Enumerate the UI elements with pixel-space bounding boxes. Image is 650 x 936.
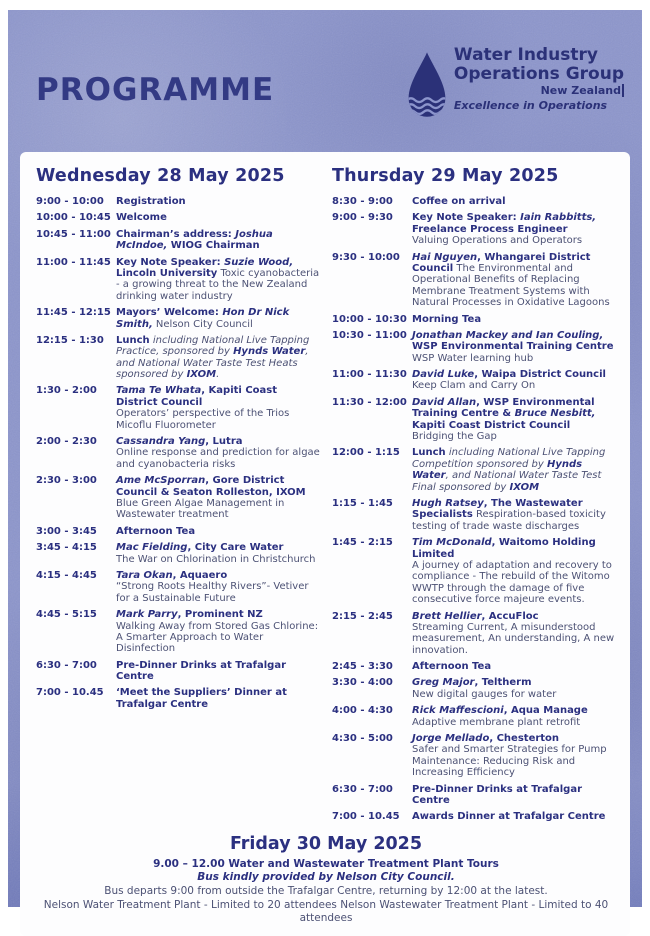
- event-time: 8:30 - 9:00: [332, 196, 393, 207]
- day-title: Thursday 29 May 2025: [332, 166, 559, 186]
- event-row: [36, 196, 320, 207]
- event-row: [36, 335, 320, 381]
- event-text-segment: , AccuFloc: [481, 610, 539, 622]
- event-time: 12:15 - 1:30: [36, 334, 104, 346]
- event-text-segment: Morning Tea: [412, 313, 482, 325]
- event-time: 11:00 - 11:30: [332, 369, 407, 381]
- event-description: [116, 687, 320, 710]
- event-row: [332, 212, 616, 246]
- event-list: [332, 196, 616, 823]
- event-text-segment: David Allan: [412, 396, 477, 408]
- event-description: [412, 397, 616, 443]
- logo-line: New Zealand: [454, 84, 624, 97]
- event-text-segment: including National Live Tapping Practice, sponsored by: [116, 334, 310, 358]
- event-text-segment: Hugh Ratsey: [412, 497, 484, 509]
- friday-line: Nelson Water Treatment Plant - Limited to 20 attendees Nelson Wastewater Treatment Plant - Limited to 40 attendees: [43, 898, 609, 925]
- event-text-segment: Bridging the Gap: [412, 431, 497, 443]
- event-row: [332, 447, 616, 493]
- event-description: [116, 229, 320, 252]
- event-text-segment: .: [216, 369, 220, 381]
- event-text-segment: Bruce Nesbitt,: [514, 408, 596, 420]
- friday-line: Bus departs 9:00 from outside the Trafalgar Centre, returning by 12:00 at the latest.: [104, 885, 548, 898]
- event-text-segment: Ame McSporran: [116, 475, 206, 487]
- event-description: [116, 660, 320, 683]
- event-description: [116, 335, 320, 381]
- event-time: 7:00 - 10.45: [36, 687, 104, 699]
- event-text-segment: Afternoon Tea: [412, 661, 492, 673]
- event-text-segment: Joshua McIndoe,: [116, 228, 273, 252]
- event-time: 11:30 - 12:00: [332, 396, 407, 408]
- event-row: [332, 252, 616, 309]
- friday-title: Friday 30 May 2025: [229, 833, 423, 854]
- wiog-logo: [404, 46, 624, 132]
- event-row: [332, 314, 616, 325]
- event-time: 2:30 - 3:00: [36, 475, 97, 487]
- event-text-segment: Lunch: [412, 447, 446, 459]
- event-text-segment: A journey of adaptation and recovery to compliance - The rebuild of the Witomo WWTP through the damage of five consecutive force majeure events.: [412, 559, 612, 606]
- event-text-segment: IXOM: [509, 481, 540, 493]
- event-row: [36, 660, 320, 683]
- event-row: [332, 498, 616, 532]
- event-text-segment: including National Live Tapping Competition sponsored by: [412, 447, 606, 470]
- event-row: [36, 257, 320, 303]
- event-time: 2:00 - 2:30: [36, 436, 97, 448]
- event-row: [332, 611, 616, 657]
- event-text-segment: Tama Te Whata: [116, 385, 202, 397]
- event-description: [412, 447, 616, 493]
- event-description: [412, 537, 616, 605]
- event-description: [116, 257, 320, 303]
- event-row: [36, 475, 320, 521]
- event-text-segment: WIOG Chairman: [167, 240, 260, 252]
- page-background: [8, 10, 642, 925]
- event-text-segment: , City Care Water: [187, 542, 284, 554]
- event-time: 11:45 - 12:15: [36, 307, 111, 319]
- event-row: [36, 570, 320, 604]
- day-friday: [36, 834, 616, 926]
- event-description: [412, 212, 616, 246]
- event-text-segment: Adaptive membrane plant retrofit: [412, 716, 581, 728]
- event-row: [332, 705, 616, 728]
- event-text-segment: Rick Maffescioni: [412, 705, 504, 717]
- event-text-segment: David Luke: [412, 369, 475, 381]
- event-description: [116, 542, 320, 565]
- event-text-segment: Safer and Smarter Strategies for Pump Maintenance: Reducing Risk and Increasing Efficiency: [412, 744, 607, 779]
- event-time: 2:45 - 3:30: [332, 661, 393, 673]
- event-text-segment: Afternoon Tea: [116, 525, 196, 537]
- event-row: [36, 229, 320, 252]
- event-description: [116, 526, 320, 537]
- event-text-segment: Nelson City Council: [152, 318, 253, 330]
- event-description: [412, 314, 616, 325]
- event-text-segment: Key Note Speaker:: [116, 256, 225, 268]
- event-time: 1:15 - 1:45: [332, 497, 393, 509]
- event-time: 4:30 - 5:00: [332, 733, 393, 745]
- event-text-segment: , Lutra: [205, 436, 243, 448]
- event-text-segment: Operators’ perspective of the Trios Micoflu Fluorometer: [116, 408, 290, 431]
- event-row: [332, 733, 616, 779]
- event-time: 3:45 - 4:15: [36, 542, 97, 554]
- event-text-segment: WSP Environmental Training Centre: [412, 341, 614, 353]
- event-time: 1:30 - 2:00: [36, 385, 97, 397]
- event-text-segment: Freelance Process Engineer: [412, 223, 568, 235]
- event-text-segment: , Teltherm: [474, 677, 532, 689]
- event-text-segment: , The Wastewater Specialists: [412, 497, 583, 521]
- logo-line: Water Industry: [453, 45, 598, 65]
- event-text-segment: Coffee on arrival: [412, 196, 506, 207]
- event-description: [412, 705, 616, 728]
- schedule-panel: [20, 152, 630, 936]
- event-row: [36, 385, 320, 431]
- event-row: [36, 307, 320, 330]
- event-text-segment: Registration: [116, 196, 186, 207]
- event-text-segment: , Prominent NZ: [177, 609, 263, 621]
- event-description: [116, 196, 320, 207]
- event-description: [412, 330, 616, 364]
- event-text-segment: Hynds Water: [412, 458, 583, 482]
- event-text-segment: Jorge Mellado: [412, 733, 490, 745]
- logo-tagline: Excellence in Operations: [453, 99, 608, 113]
- event-description: [412, 733, 616, 779]
- event-row: [36, 436, 320, 470]
- event-text-segment: Key Note Speaker:: [412, 212, 521, 224]
- event-description: [412, 369, 616, 392]
- event-text-segment: Hai Nguyen: [412, 251, 478, 263]
- event-text-segment: Greg Major: [412, 677, 475, 689]
- event-row: [332, 811, 616, 822]
- event-text-segment: Blue Green Algae Management in Wastewater treatment: [116, 497, 285, 521]
- event-text-segment: Pre-Dinner Drinks at Trafalgar Centre: [116, 659, 286, 683]
- event-text-segment: , Whangarei District Council: [412, 251, 591, 274]
- event-text-segment: , Chesterton: [489, 733, 560, 745]
- event-text-segment: Iain Rabbitts,: [520, 212, 597, 224]
- event-text-segment: , Waipa District Council: [474, 369, 606, 381]
- event-time: 1:45 - 2:15: [332, 537, 393, 549]
- event-text-segment: Tara Okan: [116, 569, 173, 581]
- event-row: [36, 609, 320, 655]
- event-text-segment: Jonathan Mackey and Ian Couling,: [412, 329, 604, 341]
- event-description: [116, 475, 320, 521]
- event-text-segment: Walking Away from Stored Gas Chlorine: A Smarter Approach to Water Disinfection: [116, 620, 319, 655]
- friday-line: Bus kindly provided by Nelson City Council.: [197, 871, 455, 884]
- event-text-segment: Streaming Current, A misunderstood measurement, An understanding, A new innovation.: [412, 621, 615, 656]
- event-text-segment: , Aquaero: [172, 569, 228, 581]
- schedule-columns: [36, 164, 616, 828]
- event-text-segment: Hynds Water: [233, 346, 306, 358]
- event-time: 3:00 - 3:45: [36, 525, 97, 537]
- event-text-segment: The Environmental and Operational Benefits of Replacing Membrane Treatment Systems with Natural Processes in Oxidative Lagoons: [412, 262, 610, 309]
- day-thursday: [332, 164, 616, 828]
- event-description: [412, 784, 616, 807]
- event-text-segment: Respiration-based toxicity testing of trade waste discharges: [412, 509, 606, 532]
- event-description: [412, 661, 616, 672]
- event-text-segment: Pre-Dinner Drinks at Trafalgar Centre: [412, 783, 582, 806]
- event-description: [412, 811, 616, 822]
- event-text-segment: Toxic cyanobacteria - a growing threat to the New Zealand drinking water industry: [116, 267, 320, 302]
- event-row: [36, 687, 320, 710]
- event-time: 6:30 - 7:00: [36, 659, 97, 671]
- event-time: 10:00 - 10:30: [332, 313, 407, 325]
- event-text-segment: Brett Hellier: [412, 610, 482, 622]
- event-row: [36, 212, 320, 223]
- event-time: 10:00 - 10:45: [36, 212, 111, 224]
- event-text-segment: Mark Parry: [116, 609, 178, 621]
- event-description: [412, 677, 616, 700]
- event-text-segment: New digital gauges for water: [412, 688, 557, 700]
- event-text-segment: Valuing Operations and Operators: [412, 235, 583, 247]
- event-text-segment: , Kapiti Coast District Council: [116, 385, 278, 408]
- event-text-segment: Awards Dinner at Trafalgar Centre: [412, 811, 606, 823]
- header: [8, 10, 642, 152]
- event-time: 2:15 - 2:45: [332, 610, 393, 622]
- event-row: [332, 196, 616, 207]
- friday-details: [36, 858, 616, 926]
- event-row: [332, 397, 616, 443]
- event-time: 7:00 - 10.45: [332, 811, 400, 823]
- logo-line: Operations Group: [453, 64, 624, 85]
- event-text-segment: Cassandra Yang: [116, 436, 206, 448]
- day-wednesday: [36, 164, 320, 828]
- event-text-segment: Kapiti Coast District Council: [412, 419, 571, 431]
- event-text-segment: Online response and prediction for algae and cyanobacteria risks: [116, 447, 320, 470]
- event-time: 9:00 - 10:00: [36, 196, 104, 207]
- event-time: 12:00 - 1:15: [332, 447, 400, 459]
- event-text-segment: , and National Water Taste Test Final sponsored by: [412, 470, 602, 493]
- event-description: [412, 252, 616, 309]
- event-description: [116, 385, 320, 431]
- event-text-segment: Mac Fielding: [116, 542, 188, 554]
- event-text-segment: Keep Clam and Carry On: [412, 380, 536, 392]
- event-row: [332, 677, 616, 700]
- event-description: [116, 212, 320, 223]
- event-row: [332, 661, 616, 672]
- event-description: [412, 611, 616, 657]
- event-row: [332, 330, 616, 364]
- event-text-segment: “Strong Roots Healthy Rivers”- Vetiver for a Sustainable Future: [116, 581, 309, 604]
- event-text-segment: , WSP Environmental Training Centre &: [412, 396, 595, 420]
- event-text-segment: ‘Meet the Suppliers’ Dinner at Trafalgar Centre: [116, 687, 287, 710]
- event-row: [332, 784, 616, 807]
- event-time: 9:00 - 9:30: [332, 212, 393, 224]
- event-text-segment: Hon Dr Nick Smith,: [116, 307, 290, 330]
- event-text-segment: Chairman’s address:: [116, 228, 236, 240]
- event-time: 9:30 - 10:00: [332, 251, 400, 263]
- event-text-segment: Suzie Wood,: [224, 256, 294, 268]
- event-list: [36, 196, 320, 710]
- event-text-segment: IXOM: [186, 369, 217, 381]
- event-time: 11:00 - 11:45: [36, 256, 111, 268]
- event-time: 3:30 - 4:00: [332, 677, 393, 689]
- day-title: Wednesday 28 May 2025: [36, 166, 285, 186]
- event-time: 10:30 - 11:00: [332, 329, 407, 341]
- event-text-segment: Lunch: [116, 334, 150, 346]
- logo-text: [454, 46, 624, 112]
- event-text-segment: Welcome: [116, 212, 167, 224]
- event-row: [36, 542, 320, 565]
- event-text-segment: , Gore District Council & Seaton Rolleston, IXOM: [116, 475, 306, 498]
- event-time: 6:30 - 7:00: [332, 783, 393, 795]
- water-drop-icon: [404, 50, 450, 132]
- event-description: [116, 609, 320, 655]
- event-description: [412, 498, 616, 532]
- event-time: 10:45 - 11:00: [36, 228, 111, 240]
- event-text-segment: , Waitomo Holding Limited: [412, 537, 596, 560]
- event-text-segment: Tim McDonald: [412, 537, 492, 549]
- event-description: [116, 570, 320, 604]
- event-row: [332, 369, 616, 392]
- event-text-segment: The War on Chlorination in Christchurch: [116, 553, 316, 565]
- event-text-segment: , Aqua Manage: [503, 705, 588, 717]
- event-time: 4:00 - 4:30: [332, 705, 393, 717]
- event-description: [412, 196, 616, 207]
- event-text-segment: , and National Water Taste Test Heats sponsored by: [116, 346, 309, 381]
- event-description: [116, 307, 320, 330]
- event-text-segment: Mayors’ Welcome:: [116, 307, 223, 319]
- event-row: [36, 526, 320, 537]
- event-time: 4:15 - 4:45: [36, 569, 97, 581]
- event-time: 4:45 - 5:15: [36, 609, 97, 621]
- page-title: PROGRAMME: [36, 72, 275, 108]
- event-text-segment: WSP Water learning hub: [412, 352, 534, 364]
- friday-line: 9.00 – 12.00 Water and Wastewater Treatment Plant Tours: [153, 857, 499, 870]
- event-description: [116, 436, 320, 470]
- event-row: [332, 537, 616, 605]
- event-text-segment: Lincoln University: [116, 267, 218, 279]
